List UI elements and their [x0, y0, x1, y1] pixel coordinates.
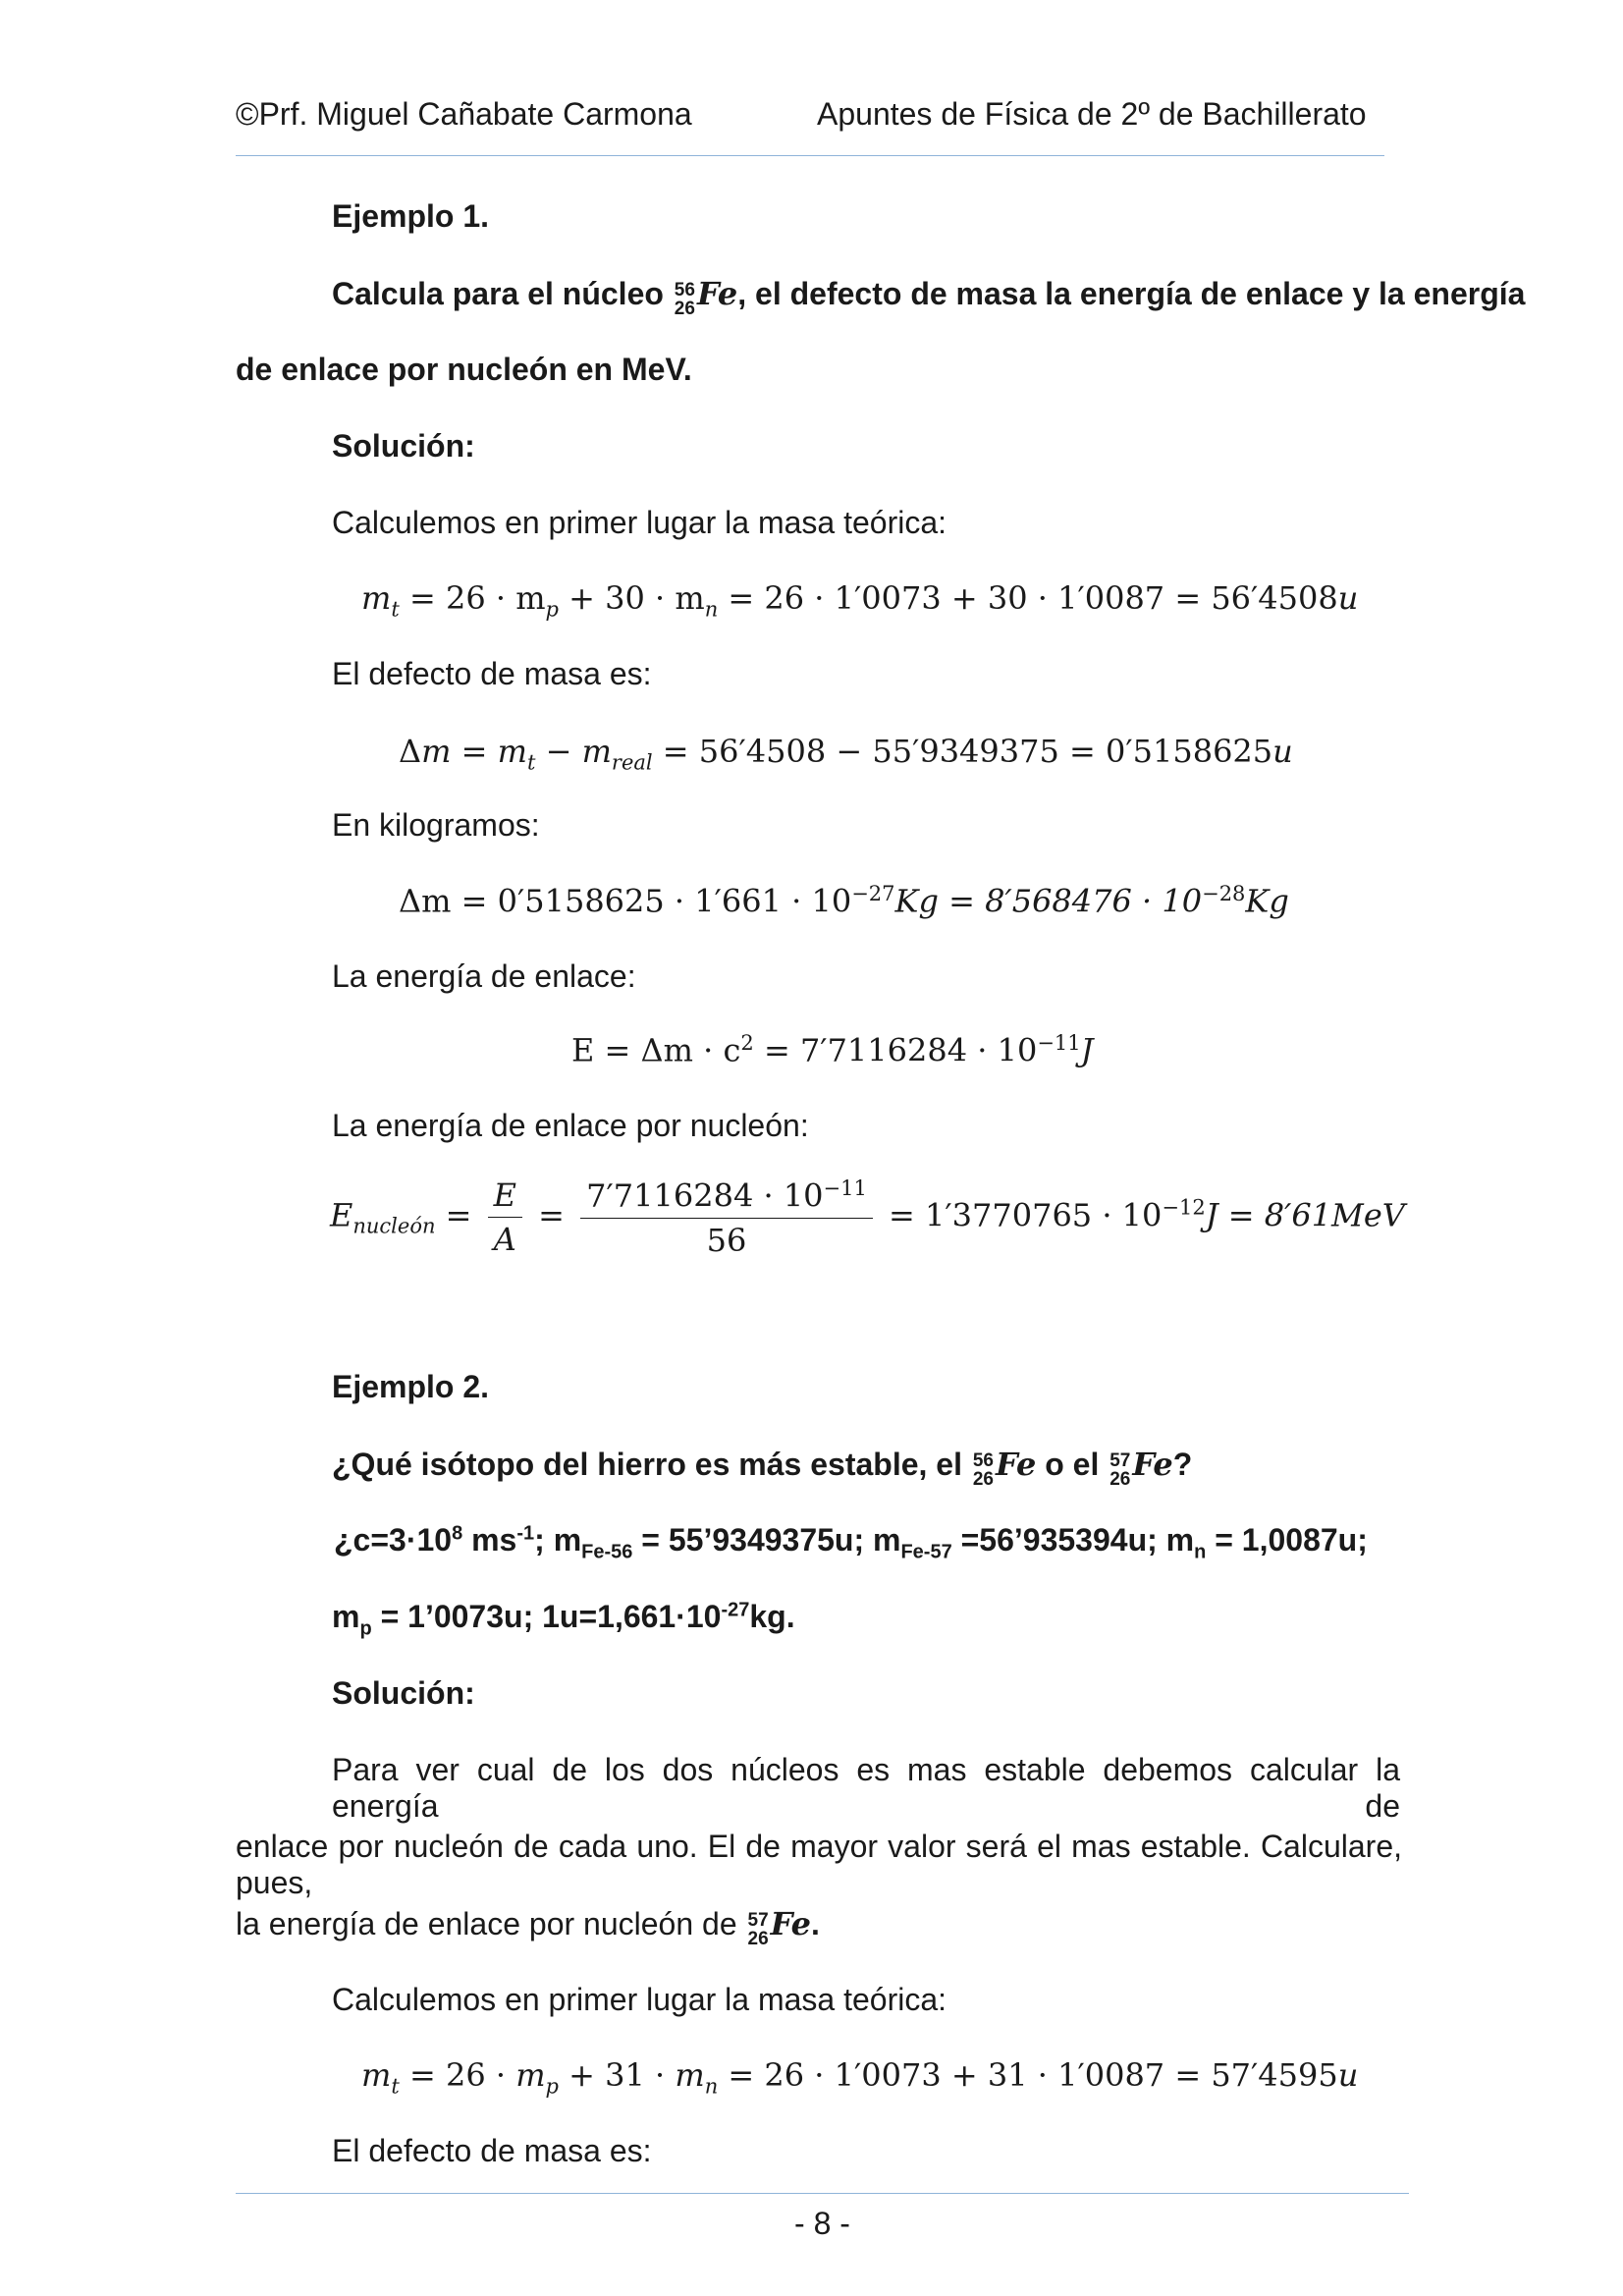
example2-paragraph-line1: Para ver cual de los dos núcleos es mas estable debemos calcular la energía de [332, 1752, 1400, 1824]
example2-data-line1: ¿$c=3\cdot 10^8$ $ms^{-1}$; $m_{Fe-56}$ = 55’9349375u; $m_{Fe-57}$ =56’935394u; $m_n = 1,0087u$; [334, 1522, 1368, 1563]
example1-intro-theoretical: Calculemos en primer lugar la masa teórica: [332, 505, 947, 540]
example1-statement-cont: de enlace por nucleón en MeV. [236, 352, 692, 387]
fraction-energy-value: $\frac{7'7116284 \cdot 10^{-11}}{56}$ [580, 1176, 873, 1259]
example1-intro-energy-nucleon: La energía de enlace por nucleón: [332, 1108, 809, 1143]
isotope-fe57: 57 26 [747, 1910, 769, 1949]
equation-theoretical-mass-1: $m_t = 26 \cdot m_p + 30 \cdot m_n = 26 \cdot 1'0073 + 30 \cdot 1'0087 = 56'4508u$ [361, 579, 1359, 622]
example2-title: Ejemplo 2. [332, 1369, 490, 1404]
example2-solution-label: Solución: [332, 1675, 475, 1711]
example1-intro-defect: El defecto de masa es: [332, 656, 652, 691]
example2-intro-theoretical: Calculemos en primer lugar la masa teórica: [332, 1982, 947, 2017]
example2-question: ¿Qué isótopo del hierro es más estable, el 56 26 Fe o el 57 26 Fe? [332, 1446, 1193, 1490]
header-title: Apuntes de Física de 2º de Bachillerato [817, 96, 1367, 132]
page-header [236, 96, 1384, 156]
example2-data-line2: $m_p$ = 1’0073u; $1u=1,661\cdot 10^{-27}kg$. [332, 1599, 795, 1640]
equation-energy-per-nucleon: $E_{nucleón}$ = $\frac{E}{A}$ = $\frac{7'7116284 \cdot 10^{-11}}{56}$ = $1'3770765 \cdot 10^{-12}J = 8'61MeV$ [330, 1176, 1405, 1259]
equation-binding-energy: $E = \Delta m \cdot c^2 = 7'7116284 \cdot 10^{-11}J$ [571, 1031, 1094, 1069]
equation-theoretical-mass-2: $m_t = 26 \cdot m_p + 31 \cdot m_n = 26 \cdot 1'0073 + 31 \cdot 1'0087 = 57'4595u$ [361, 2056, 1359, 2099]
header-author: ©Prf. Miguel Cañabate Carmona [236, 96, 692, 132]
isotope-fe56: 56 26 [972, 1450, 994, 1490]
example1-statement: Calcula para el núcleo 56 26 Fe, el defecto de masa la energía de enlace y la energía [332, 275, 1526, 319]
page-footer [236, 2193, 1409, 2241]
example2-intro-defect: El defecto de masa es: [332, 2133, 652, 2168]
example1-solution-label: Solución: [332, 428, 475, 464]
example1-intro-kg: En kilogramos: [332, 807, 540, 843]
example2-paragraph-line3: la energía de enlace por nucleón de 57 26 Fe. [236, 1905, 820, 1949]
page-number: - 8 - [794, 2206, 850, 2241]
isotope-fe56: 56 26 [674, 280, 695, 319]
isotope-fe57: 57 26 [1109, 1450, 1131, 1490]
equation-mass-defect-1: $\Delta m = m_t - m_{real} = 56'4508 - 55'9349375 = 0'5158625u$ [399, 733, 1293, 775]
equation-mass-defect-kg: $\Delta m = 0'5158625 \cdot 1'661 \cdot 10^{-27}Kg = 8'568476 \cdot 10^{-28}Kg$ [399, 882, 1289, 920]
example2-paragraph-line2: enlace por nucleón de cada uno. El de mayor valor será el mas estable. Calculare, pues, [236, 1829, 1402, 1900]
example1-title: Ejemplo 1. [332, 198, 490, 234]
example1-intro-energy: La energía de enlace: [332, 958, 636, 994]
fraction-e-over-a: $\frac{E}{A}$ [488, 1176, 522, 1258]
